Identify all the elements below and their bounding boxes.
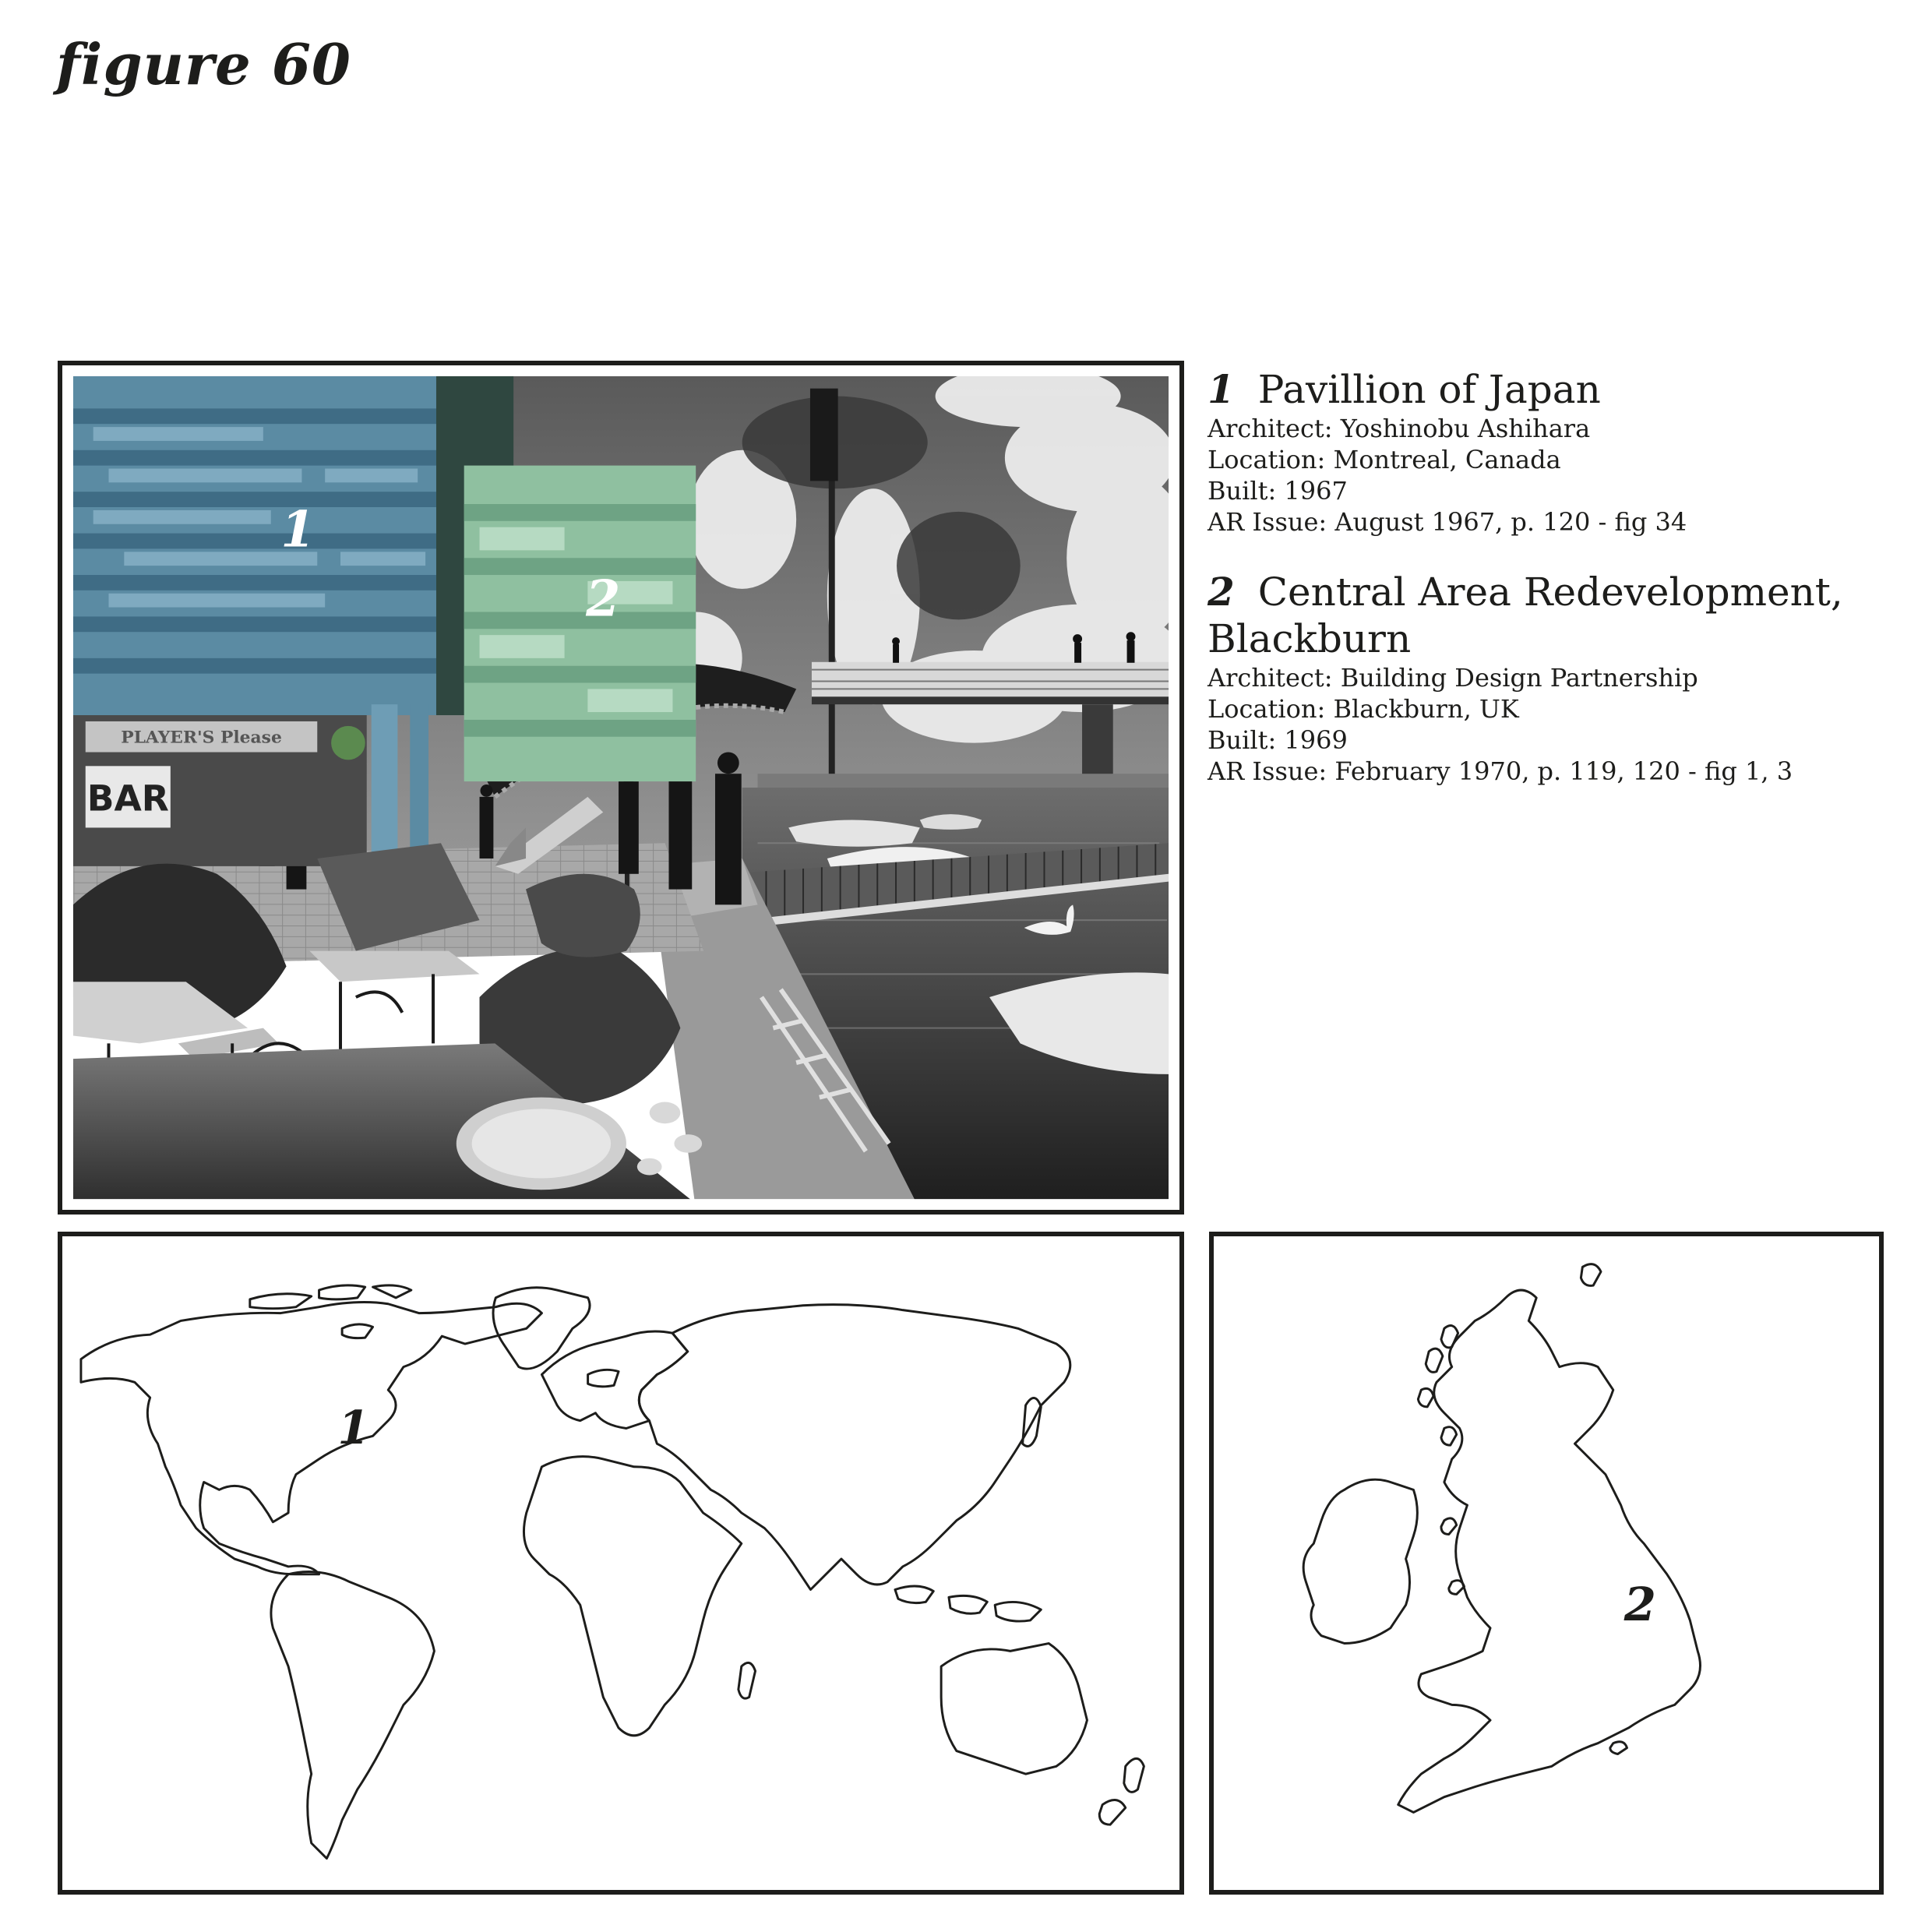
- entry-number: 1: [1208, 366, 1235, 412]
- entry-number: 2: [1208, 569, 1235, 615]
- uk-map-frame: [1209, 1232, 1884, 1895]
- project-entry-1: [1208, 366, 1909, 538]
- project-captions: [1208, 366, 1909, 818]
- photo-collage: [62, 365, 1179, 1210]
- entry-issue: AR Issue: August 1967, p. 120 - fig 34: [1208, 507, 1687, 537]
- photo-label-1: 1: [280, 499, 316, 559]
- uk-map-marker: 2: [1624, 1576, 1656, 1631]
- entry-architect: Architect: Building Design Partnership: [1208, 663, 1698, 693]
- building-2-overlay: [464, 466, 696, 782]
- project-entry-2: [1208, 569, 1909, 787]
- entry-architect: Architect: Yoshinobu Ashihara: [1208, 414, 1591, 443]
- figure-title: figure 60: [56, 31, 352, 97]
- entry-built: Built: 1969: [1208, 725, 1348, 755]
- great-britain-outline: [1398, 1290, 1701, 1812]
- photo-image: [73, 365, 1179, 1210]
- entry-title: Pavillion of Japan: [1257, 367, 1601, 412]
- entry-location: Location: Blackburn, UK: [1208, 694, 1519, 724]
- asia-outline: [639, 1305, 1070, 1590]
- entry-built: Built: 1967: [1208, 476, 1348, 506]
- entry-heading: [1208, 366, 1909, 413]
- entry-issue: AR Issue: February 1970, p. 119, 120 - fig 1, 3: [1208, 756, 1793, 786]
- players-sign: PLAYER'S Please: [121, 728, 282, 748]
- entry-heading: [1208, 569, 1909, 662]
- australia-outline: [941, 1644, 1087, 1775]
- world-map: [62, 1236, 1179, 1890]
- ireland-outline: [1303, 1479, 1417, 1643]
- bar-sign: BAR: [86, 777, 169, 820]
- entry-location: Location: Montreal, Canada: [1208, 445, 1561, 474]
- entry-title: Central Area Redevelopment, Blackburn: [1208, 569, 1843, 661]
- south-america-outline: [271, 1572, 435, 1859]
- africa-outline: [524, 1457, 741, 1736]
- photo-label-2: 2: [586, 569, 621, 628]
- north-america-outline: [81, 1303, 542, 1574]
- photo-collage-frame: [58, 361, 1184, 1215]
- world-map-marker: 1: [337, 1400, 370, 1455]
- greenland-outline: [493, 1288, 590, 1369]
- world-map-frame: [58, 1232, 1184, 1895]
- uk-map: [1214, 1236, 1879, 1890]
